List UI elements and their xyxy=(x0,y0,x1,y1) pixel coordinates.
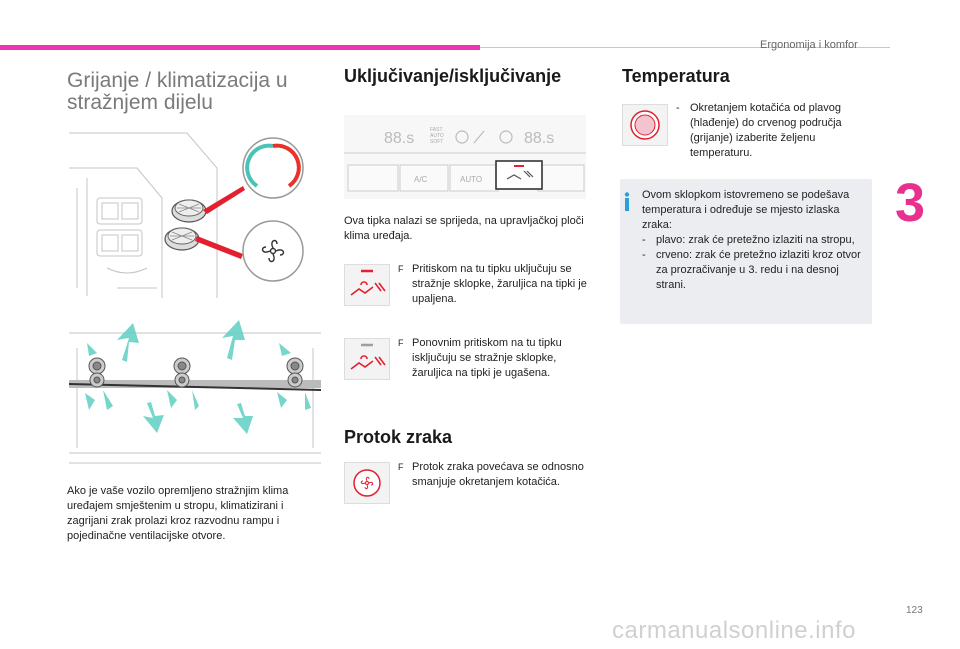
button-location-text: Ova tipka nalazi se sprijeda, na upravljačkoj ploči klima uređaja. xyxy=(344,215,584,242)
auto-label: AUTO xyxy=(430,133,444,139)
bullet-glyph: F xyxy=(398,338,404,348)
dash-glyph: - xyxy=(676,102,680,114)
info-icon xyxy=(623,192,631,212)
pointer-arrow-upper xyxy=(203,186,245,214)
info-item-red-text: crveno: zrak će pretežno izlaziti kroz otvor za prozračivanje u 3. redu i na desnoj strani. xyxy=(656,249,861,291)
temperature-dial-closeup xyxy=(243,138,303,198)
on-instruction-text: Pritiskom na tu tipku uključuju se stražnje sklopke, žaruljica na tipki je upaljena. xyxy=(412,263,587,305)
chapter-number: 3 xyxy=(895,173,926,233)
fast-label: FAST xyxy=(430,127,443,133)
temperature-instruction-text: Okretanjem kotačića od plavog (hlađenje) do crvenog područja (grijanje) izaberite željenu temperaturu. xyxy=(690,102,842,159)
page-title xyxy=(67,70,317,114)
airflow-instruction-text: Protok zraka povećava se odnosno smanjuje okretanjem kotačića. xyxy=(412,461,584,488)
temperature-heading: Temperatura xyxy=(622,66,730,86)
bullet-glyph: F xyxy=(398,264,404,274)
bullet-glyph: F xyxy=(398,462,404,472)
temperature-dial-thumb xyxy=(622,104,668,146)
auto-button-label: AUTO xyxy=(460,175,483,184)
ceiling-vents-illustration xyxy=(67,318,323,474)
temperature-instruction xyxy=(676,101,868,161)
ac-button-label: A/C xyxy=(414,175,428,184)
title-line-2: stražnjem dijelu xyxy=(67,91,213,114)
display-right: 88.s xyxy=(524,130,555,147)
title-line-1: Grijanje / klimatizacija u xyxy=(67,69,288,92)
page-number: 123 xyxy=(906,605,923,616)
rear-knob-lower xyxy=(165,228,199,250)
info-intro-text: Ovom sklopkom istovremeno se podešava temperatura i određuje se mjesto izlaska zraka: xyxy=(642,189,850,231)
rear-button-lit-image xyxy=(344,264,390,306)
on-instruction xyxy=(398,262,590,307)
panel-button-1 xyxy=(348,165,398,191)
info-item-red xyxy=(642,248,870,293)
airflow-instruction xyxy=(398,460,588,490)
panel-button-5 xyxy=(538,165,584,191)
off-instruction-text: Ponovnim pritiskom na tu tipku isključuju se stražnje sklopke, žaruljica na tipki je ugašena. xyxy=(412,337,562,379)
rear-controls-illustration xyxy=(67,128,323,300)
airflow-heading: Protok zraka xyxy=(344,427,453,447)
pointer-arrow-lower xyxy=(195,236,243,259)
rear-button-unlit-image xyxy=(344,338,390,380)
fan-dial-closeup xyxy=(243,221,303,281)
info-box xyxy=(620,179,872,324)
section-title: Ergonomija i komfor xyxy=(760,39,858,51)
soft-label: SOFT xyxy=(430,139,444,145)
intro-paragraph: Ako je vaše vozilo opremljeno stražnjim klima uređajem smještenim u stropu, klimatizirani i zagrijani zrak prolazi kroz razvodnu rampu i pojedinačne ventilacijske otvore. xyxy=(67,485,289,542)
header-accent-bar xyxy=(0,45,480,50)
dash-glyph: - xyxy=(642,249,646,261)
onoff-heading: Uključivanje/isključivanje xyxy=(344,66,562,86)
fan-dial-thumb xyxy=(344,462,390,504)
off-instruction xyxy=(398,336,590,381)
rear-knob-upper xyxy=(172,200,206,222)
watermark: carmanualsonline.info xyxy=(612,617,856,644)
front-control-panel-illustration xyxy=(344,115,586,199)
info-item-blue-text: plavo: zrak će pretežno izlaziti na stropu, xyxy=(656,234,855,246)
info-item-blue xyxy=(642,233,870,248)
display-left: 88.s xyxy=(384,130,415,147)
dash-glyph: - xyxy=(642,234,646,246)
